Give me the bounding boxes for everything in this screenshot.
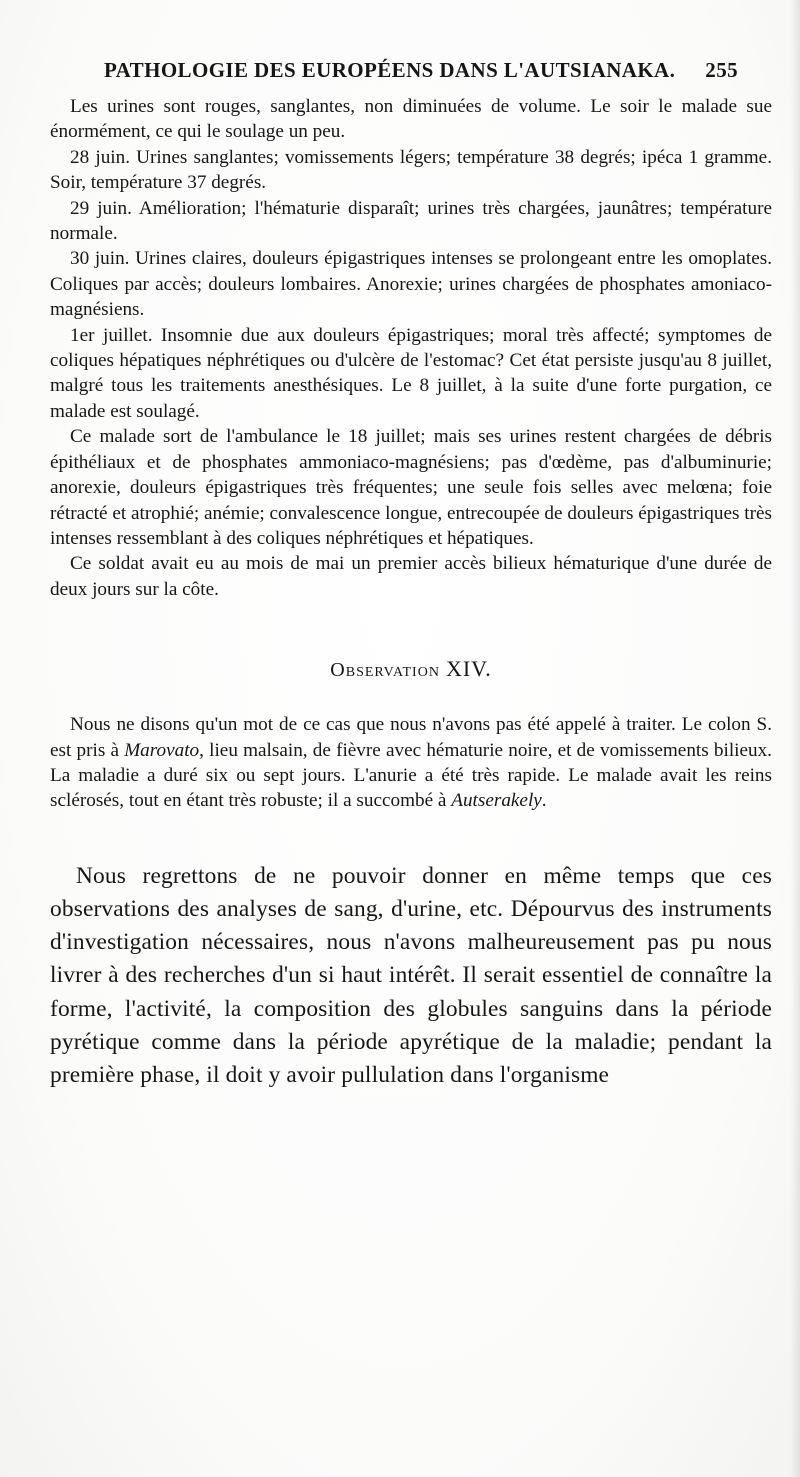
observation-heading: [50, 656, 772, 682]
case-paragraph: 28 juin. Urines sanglantes; vomissements légers; température 38 degrés; ipéca 1 gramme. Soir, température 37 degrés.: [50, 146, 772, 194]
case-paragraph: Les urines sont rouges, sanglantes, non diminuées de volume. Le soir le malade sue énormément, ce qui le soulage un peu.: [50, 96, 772, 143]
page-number: 255: [705, 58, 738, 82]
observation-body: [50, 712, 772, 814]
case-notes: [50, 94, 772, 602]
observation-text-part: Nous ne disons qu'un mot de ce cas que nous n'avons pas été appelé à traiter. Le colon S. est pris à: [50, 714, 772, 761]
case-paragraph: Ce malade sort de l'ambulance le 18 juillet; mais ses urines restent chargées de débris épithéliaux et de phosphates ammoniaco-magnésiens; pas d'œdème, pas d'albuminurie; anorexie, douleurs épigastriques très fréquentes; une seule fois selles avec melœna; foie rétracté et atrophié; anémie; convalescence longue, entrecoupée de douleurs épigastriques très intenses ressemblant à des coliques néphrétiques et hépatiques.: [50, 426, 772, 549]
observation-label: Observation: [330, 659, 440, 682]
observation-paragraph: [50, 712, 772, 814]
case-paragraph: Ce soldat avait eu au mois de mai un premier accès bilieux hématurique d'une durée de deux jours sur la côte.: [50, 553, 772, 600]
case-paragraph: 30 juin. Urines claires, douleurs épigastriques intenses se prolongeant entre les omoplates. Coliques par accès; douleurs lombaires. Anorexie; urines chargées de phosphates amoniaco-magnésiens.: [50, 248, 772, 321]
discussion-body: [50, 860, 772, 1092]
running-title: PATHOLOGIE DES EUROPÉENS DANS L'AUTSIANAKA.: [104, 58, 676, 82]
discussion-paragraph: Nous regrettons de ne pouvoir donner en même temps que ces observations des analyses de sang, d'urine, etc. Dépourvus des instruments d'investigation nécessaires, nous n'avons malheureusement pas pu nous livrer à des recherches d'un si haut intérêt. Il serait essentiel de connaître la forme, l'activité, la composition des globules sanguins dans la période pyrétique comme dans la période apyrétique de la maladie; pendant la première phase, il doit y avoir pullulation dans l'organisme: [50, 862, 772, 1088]
observation-text-part: , lieu malsain, de fièvre avec hématurie noire, et de vomissements bilieux. La maladie a duré six ou sept jours. L'anurie a été très rapide. Le malade avait les reins sclérosés, tout en étant très robuste; il a succombé à: [50, 739, 772, 812]
running-header: [104, 58, 738, 83]
page-edge-shadow: [790, 0, 800, 1477]
observation-number: XIV.: [445, 656, 492, 682]
case-paragraph: 1er juillet. Insomnie due aux douleurs épigastriques; moral très affecté; symptomes de coliques hépatiques néphrétiques ou d'ulcère de l'estomac? Cet état persiste jusqu'au 8 juillet, malgré tous les traitements anesthésiques. Le 8 juillet, à la suite d'une forte purgation, ce malade est soulagé.: [50, 324, 772, 422]
page-body: [50, 94, 772, 1092]
place-name: Autserakely: [451, 790, 542, 812]
place-name: Marovato: [124, 739, 200, 761]
case-paragraph: 29 juin. Amélioration; l'hématurie disparaît; urines très chargées, jaunâtres; température normale.: [50, 197, 772, 245]
observation-text-part: .: [541, 790, 547, 812]
